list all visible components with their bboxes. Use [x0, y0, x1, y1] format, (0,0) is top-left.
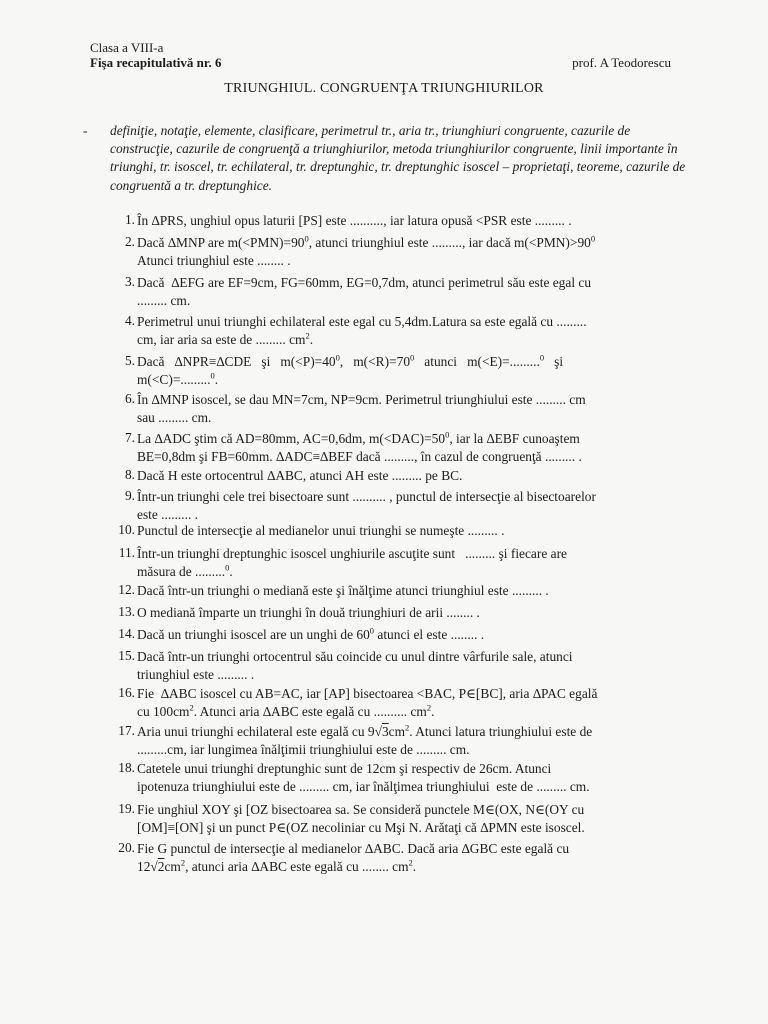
exercise-text: Dacă ∆MNP are $m(<PMN)=90^0$, atunci triunghiul este ........., iar dacă $m(<PMN)>90^0$ Atunci triunghiul este ........ .	[137, 233, 596, 269]
exercise-text: Dacă într-un triunghi ortocentrul său coincide cu unul dintre vârfurile sale, atunci triunghiul este ......... .	[137, 649, 573, 683]
exercise-number: 9.	[124, 488, 135, 503]
exercise-text: Punctul de intersecţie al medianelor unui triunghi se numeşte ......... .	[137, 523, 505, 538]
topics-list	[83, 122, 690, 195]
exercise-text: Dacă ∆NPR≡∆CDE şi $m(<P)=40^0$, $m(<R)=70^0$ atunci m(<E)=.........$^0$ şi m(<C)=.........$^0$.	[137, 352, 564, 388]
exercise-number: 16.	[118, 685, 135, 700]
exercise-text: Perimetrul unui triunghi echilateral este egal cu 5,4dm.Latura sa este egală cu ......... cm, iar aria sa este de ......... $cm^2$.	[137, 314, 587, 348]
exercise-text: În ∆MNP isoscel, se dau MN=7cm, NP=9cm. Perimetrul triunghiului este ......... cm sau ......... cm.	[137, 392, 586, 426]
exercise-text: Fie unghiul XOY şi [OZ bisectoarea sa. Se consideră punctele M∈(OX, N∈(OY cu [OM]≡[ON] şi un punct P∈(OZ necoliniar cu Mşi N. Arătaţi că ∆PMN este isoscel.	[137, 802, 585, 836]
exercise-number: 18.	[118, 760, 135, 775]
exercise-number: 4.	[124, 313, 135, 328]
exercise-number: 17.	[118, 723, 135, 738]
exercise-number: 13.	[118, 604, 135, 619]
exercise-number: 10.	[118, 522, 135, 537]
exercise-number: 19.	[118, 801, 135, 816]
exercise-number: 5.	[124, 353, 135, 368]
exercise-number: 3.	[124, 274, 135, 289]
exercise-text: Aria unui triunghi echilateral este egală cu $9√3cm^2$. Atunci latura triunghiului este de .........cm, iar lungimea înălţimii triunghiului este de ......... cm.	[137, 722, 593, 758]
teacher-name: prof. A Teodorescu	[572, 55, 671, 70]
topics-text: definiţie, notaţie, elemente, clasificare, perimetrul tr., aria tr., triunghiuri congruente, cazurile de construcţie, cazurile de congruenţă a triunghiurilor, metoda triunghiurilor congruente, linii importante în triunghi, tr. isoscel, tr. echilateral, tr. dreptunghic, tr. dreptunghic isoscel – proprietaţi, teoreme, cazurile de congruentă a tr. dreptunghice.	[110, 123, 686, 193]
exercise-text: Fie ∆ABC isoscel cu AB=AC, iar [AP] bisectoarea <BAC, P∈[BC], aria ∆PAC egală cu $100cm^2$. Atunci aria ∆ABC este egală cu .......... $cm^2$.	[137, 686, 598, 720]
exercise-text: Catetele unui triunghi dreptunghic sunt de 12cm şi respectiv de 26cm. Atunci ipotenuza triunghiului este de ......... cm, iar înălţimea triunghiului este de ......... cm.	[137, 761, 590, 795]
exercise-number: 20.	[118, 840, 135, 855]
class-label: Clasa a VIII-a	[90, 40, 164, 55]
exercise-text: O mediană împarte un triunghi în două triunghiuri de arii ........ .	[137, 605, 480, 620]
exercise-text: Dacă H este ortocentrul ∆ABC, atunci AH este ......... pe BC.	[137, 468, 463, 483]
list-dash: -	[83, 123, 88, 138]
sheet-label: Fişa recapitulativă nr. 6	[90, 55, 222, 70]
exercise-number: 11.	[118, 545, 135, 560]
exercise-number: 7.	[124, 430, 135, 445]
exercise-number: 8.	[124, 467, 135, 482]
exercise-text: Dacă un triunghi isoscel are un unghi de $60^0$ atunci el este ........ .	[137, 625, 485, 642]
exercise-number: 14.	[118, 626, 135, 641]
exercise-text: Într-un triunghi dreptunghic isoscel unghiurile ascuţite sunt ......... şi fiecare are măsura de .........$^0$.	[137, 546, 567, 580]
exercise-number: 1.	[124, 212, 135, 227]
exercise-text: Într-un triunghi cele trei bisectoare sunt .......... , punctul de intersecţie al bisectoarelor este ......... .	[137, 489, 596, 523]
exercise-text: La ∆ADC ştim că AD=80mm, AC=0,6dm, $m(<DAC)=50^0$, iar la ∆EBF cunoaştem BE=0,8dm şi FB=60mm. ∆ADC≡∆BEF dacă ........., în cazul de congruenţă ......... .	[137, 429, 582, 465]
exercise-number: 15.	[118, 648, 135, 663]
exercise-text: Dacă ∆EFG are EF=9cm, FG=60mm, EG=0,7dm, atunci perimetrul său este egal cu ......... cm.	[137, 275, 592, 309]
exercise-number: 6.	[124, 391, 135, 406]
exercise-text: Fie G punctul de intersecţie al medianelor ∆ABC. Dacă aria ∆GBC este egală cu $12√2cm^2$, atunci aria ∆ABC este egală cu ........ $cm^2$.	[137, 841, 570, 875]
exercise-text: În ∆PRS, unghiul opus laturii [PS] este .........., iar latura opusă <PSR este ......... .	[137, 213, 572, 228]
exercise-number: 12.	[118, 582, 135, 597]
exercise-number: 2.	[124, 234, 135, 249]
worksheet-title: TRIUNGHIUL. CONGRUENŢA TRIUNGHIURILOR	[224, 81, 544, 96]
exercise-text: Dacă într-un triunghi o mediană este şi înălţime atunci triunghiul este ......... .	[137, 583, 549, 598]
